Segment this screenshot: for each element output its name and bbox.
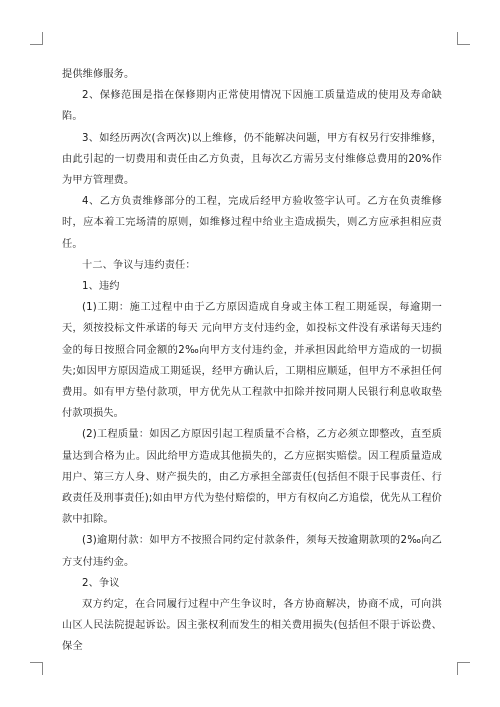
paragraph: 4、乙方负责维修部分的工程，完成后经甲方验收签字认可。乙方在负责维修时，应本着工完场清的原则，如维修过程中给业主造成损失，则乙方应承担相应责任。 [62,196,442,250]
document-body [62,64,442,658]
subsection-heading: 1、违约 [82,281,120,293]
section-heading: 十二、争议与违约责任： [82,259,196,271]
paragraph: (1)工期：施工过程中由于乙方原因造成自身或主体工程工期延误，每逾期一天，须按投标文件承诺的每天 元向甲方支付违约金，如投标文件没有承诺每天违约金的每日按照合同金额的2‰向甲方支付违约金，并承担因此给甲方造成的一切损失;如因甲方原因造成工期延误，经甲方确认后，工期相应顺延，但甲方不承担任何费用。如有甲方垫付款项，甲方优先从工程款中扣除并按同期人民银行利息收取垫付款项损失。 [62,302,442,420]
paragraph: (2)工程质量：如因乙方原因引起工程质量不合格，乙方必须立即整改，直至质量达到合格为止。因此给甲方造成其他损失的，乙方应据实赔偿。因工程质量造成用户、第三方人身、财产损失的，由乙方承担全部责任(包括但不限于民事责任、行政责任及刑事责任);如由甲方代为垫付赔偿的，甲方有权向乙方追偿，优先从工程价款中扣除。 [62,429,442,526]
crop-mark-bottom-left [30,662,43,675]
paragraph: 提供维修服务。 [62,69,135,80]
paragraph: 2、保修范围是指在保修期内正常使用情况下因施工质量造成的使用及寿命缺陷。 [62,90,442,123]
paragraph: 双方约定，在合同履行过程中产生争议时，各方协商解决，协商不成，可向洪山区人民法院提起诉讼。因主张权利而发生的相关费用损失(包括但不限于诉讼费、保全 [62,599,442,653]
crop-mark-top-left [30,32,43,45]
crop-mark-top-right [457,32,470,45]
subsection-heading: 2、争议 [82,577,120,589]
crop-mark-bottom-right [457,662,470,675]
paragraph: 3、如经历两次(含两次)以上维修，仍不能解决问题，甲方有权另行安排维修，由此引起的一切费用和责任由乙方负责，且每次乙方需另支付维修总费用的20%作为甲方管理费。 [62,132,442,187]
paragraph: (3)逾期付款：如甲方不按照合同约定付款条件，须每天按逾期款项的2‰向乙方支付违约金。 [62,535,442,568]
